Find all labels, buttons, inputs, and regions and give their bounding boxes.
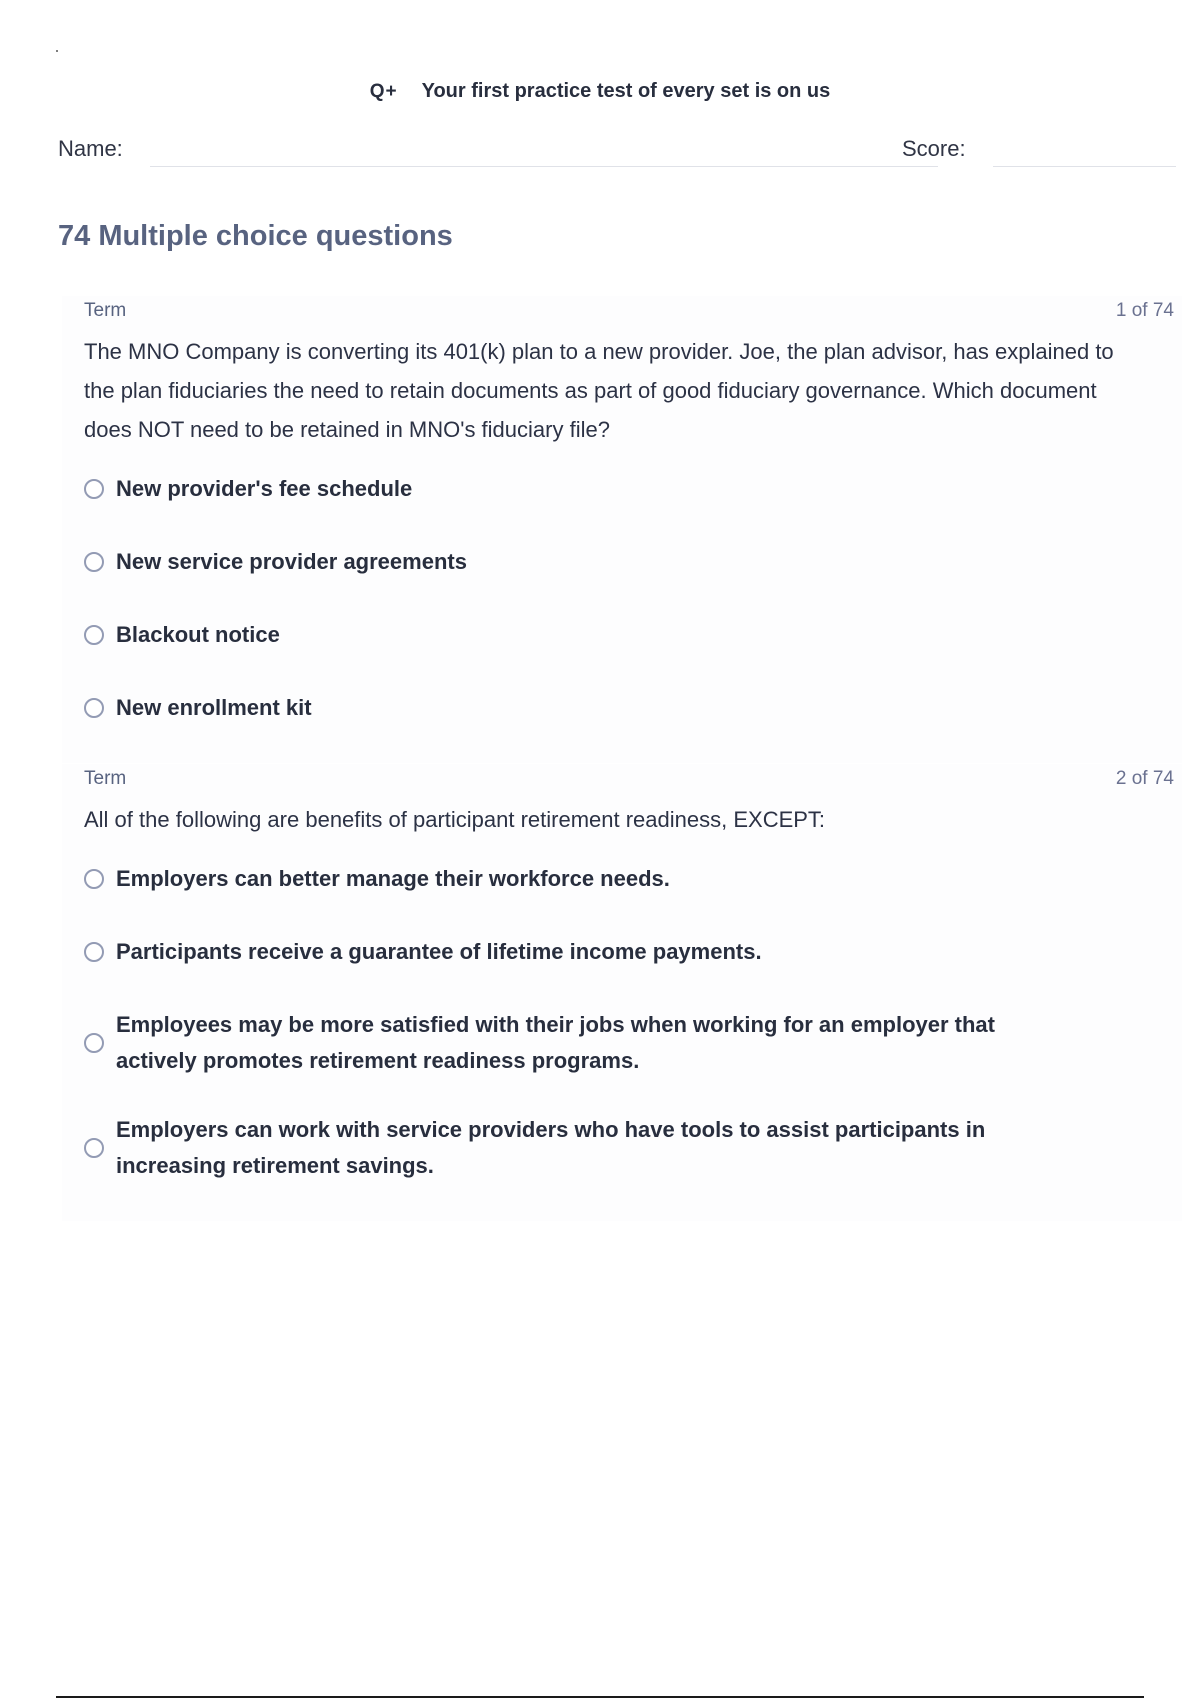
answer-option[interactable] (62, 471, 1182, 507)
term-label: Term (84, 300, 127, 321)
promo-banner[interactable] (0, 80, 1200, 103)
stray-dot (56, 50, 58, 52)
name-label: Name: (58, 136, 123, 161)
answer-options (62, 861, 1182, 1184)
name-score-row (58, 132, 1176, 172)
question-text: The MNO Company is converting its 401(k) plan to a new provider. Joe, the plan advisor, has explained to the plan fiduciaries the need to retain documents as part of good fiduciary governance. Which document does NOT need to be retained in MNO's fiduciary file? (84, 339, 1114, 442)
radio-button[interactable] (84, 552, 104, 572)
answer-label: Participants receive a guarantee of lifetime income payments. (116, 939, 762, 964)
quizlet-plus-icon: Q+ (369, 80, 398, 102)
question-header (62, 764, 1182, 794)
answer-option[interactable] (62, 690, 1182, 726)
score-label: Score: (902, 136, 966, 161)
radio-button[interactable] (84, 625, 104, 645)
answer-option[interactable] (62, 1112, 1182, 1184)
question-card (62, 764, 1182, 1221)
answer-label: Blackout notice (116, 622, 280, 647)
question-counter: 2 of 74 (1115, 768, 1174, 789)
page-bottom-rule (56, 1696, 1144, 1698)
answer-option[interactable] (62, 1007, 1182, 1079)
section-title: 74 Multiple choice questions (58, 220, 453, 252)
answer-options (62, 471, 1182, 726)
promo-text: Your first practice test of every set is on us (421, 80, 831, 102)
answer-label: New service provider agreements (116, 549, 467, 574)
score-line (993, 166, 1176, 167)
term-label: Term (84, 768, 127, 789)
radio-button[interactable] (84, 698, 104, 718)
question-card (62, 296, 1182, 763)
radio-button[interactable] (84, 942, 104, 962)
radio-button[interactable] (84, 479, 104, 499)
answer-label: Employers can better manage their workforce needs. (116, 866, 670, 891)
name-line (150, 166, 938, 167)
question-counter: 1 of 74 (1115, 300, 1174, 321)
answer-option[interactable] (62, 544, 1182, 580)
radio-button[interactable] (84, 869, 104, 889)
answer-label: Employers can work with service providers who have tools to assist participants in increasing retirement savings. (116, 1117, 986, 1178)
question-header (62, 296, 1182, 326)
answer-label: New enrollment kit (116, 695, 312, 720)
answer-option[interactable] (62, 617, 1182, 653)
radio-button[interactable] (84, 1033, 104, 1053)
question-text: All of the following are benefits of participant retirement readiness, EXCEPT: (84, 807, 826, 832)
answer-label: New provider's fee schedule (116, 476, 413, 501)
answer-option[interactable] (62, 861, 1182, 897)
answer-label: Employees may be more satisfied with their jobs when working for an employer that actively promotes retirement readiness programs. (116, 1012, 995, 1073)
radio-button[interactable] (84, 1138, 104, 1158)
answer-option[interactable] (62, 934, 1182, 970)
